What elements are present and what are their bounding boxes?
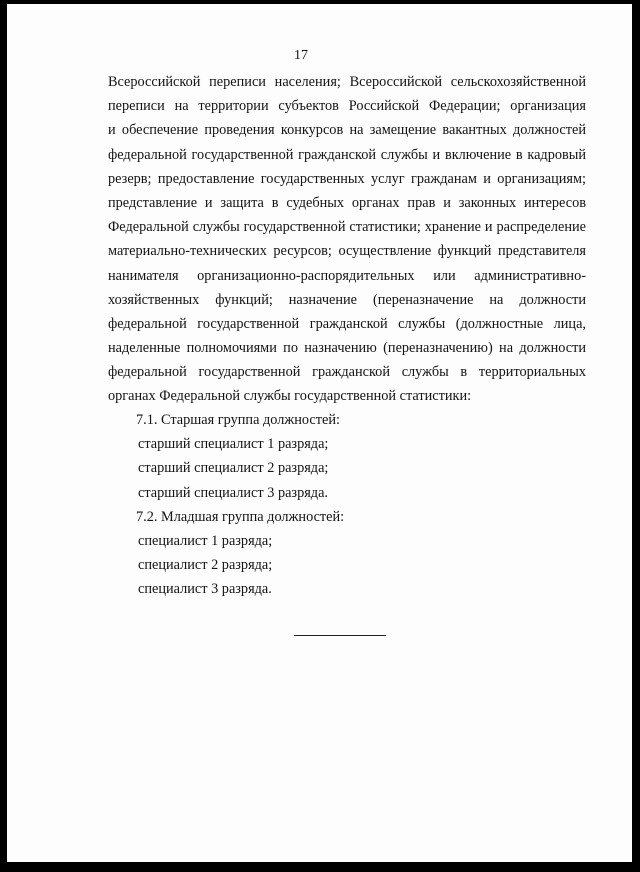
closing-rule — [294, 635, 386, 636]
body-line: резерв; предоставление государственных услуг гражданам и организациям; — [108, 170, 586, 187]
body-line: органах Федеральной службы государственной статистики: — [108, 388, 472, 405]
body-line: и обеспечение проведения конкурсов на замещение вакантных должностей — [108, 122, 586, 139]
list-item: старший специалист 1 разряда; — [138, 436, 329, 453]
body-line: федеральной государственной гражданской службы и включение в кадровый — [108, 146, 586, 163]
list-item: старший специалист 3 разряда. — [138, 484, 328, 501]
group-heading-junior: 7.2. Младшая группа должностей: — [136, 508, 345, 525]
position-groups — [138, 408, 558, 602]
body-paragraph — [108, 70, 586, 409]
body-line: Федеральной службы государственной статистики; хранение и распределение — [108, 219, 586, 236]
body-line: Всероссийской переписи населения; Всероссийской сельскохозяйственной — [108, 74, 586, 90]
body-line: хозяйственных функций; назначение (переназначение на должности — [108, 291, 586, 308]
list-item: специалист 2 разряда; — [138, 557, 273, 574]
body-line: федеральной государственной гражданской службы (должностные лица, — [108, 315, 586, 332]
body-line: нанимателя организационно-распорядительных или административно- — [108, 267, 586, 284]
list-item: специалист 3 разряда. — [138, 581, 272, 598]
body-line: федеральной государственной гражданской службы в территориальных — [108, 364, 586, 381]
body-line: наделенные полномочиями по назначению (переназначению) на должности — [108, 340, 586, 357]
body-line: представление и защита в судебных органах прав и законных интересов — [108, 194, 586, 211]
body-line: материально-технических ресурсов; осуществление функций представителя — [108, 243, 586, 260]
page-number: 17 — [294, 48, 308, 63]
group-heading-senior: 7.1. Старшая группа должностей: — [136, 412, 340, 428]
body-line: переписи на территории субъектов Российской Федерации; организация — [108, 98, 586, 115]
list-item: специалист 1 разряда; — [138, 532, 273, 549]
document-page — [7, 4, 632, 862]
list-item: старший специалист 2 разряда; — [138, 460, 329, 477]
